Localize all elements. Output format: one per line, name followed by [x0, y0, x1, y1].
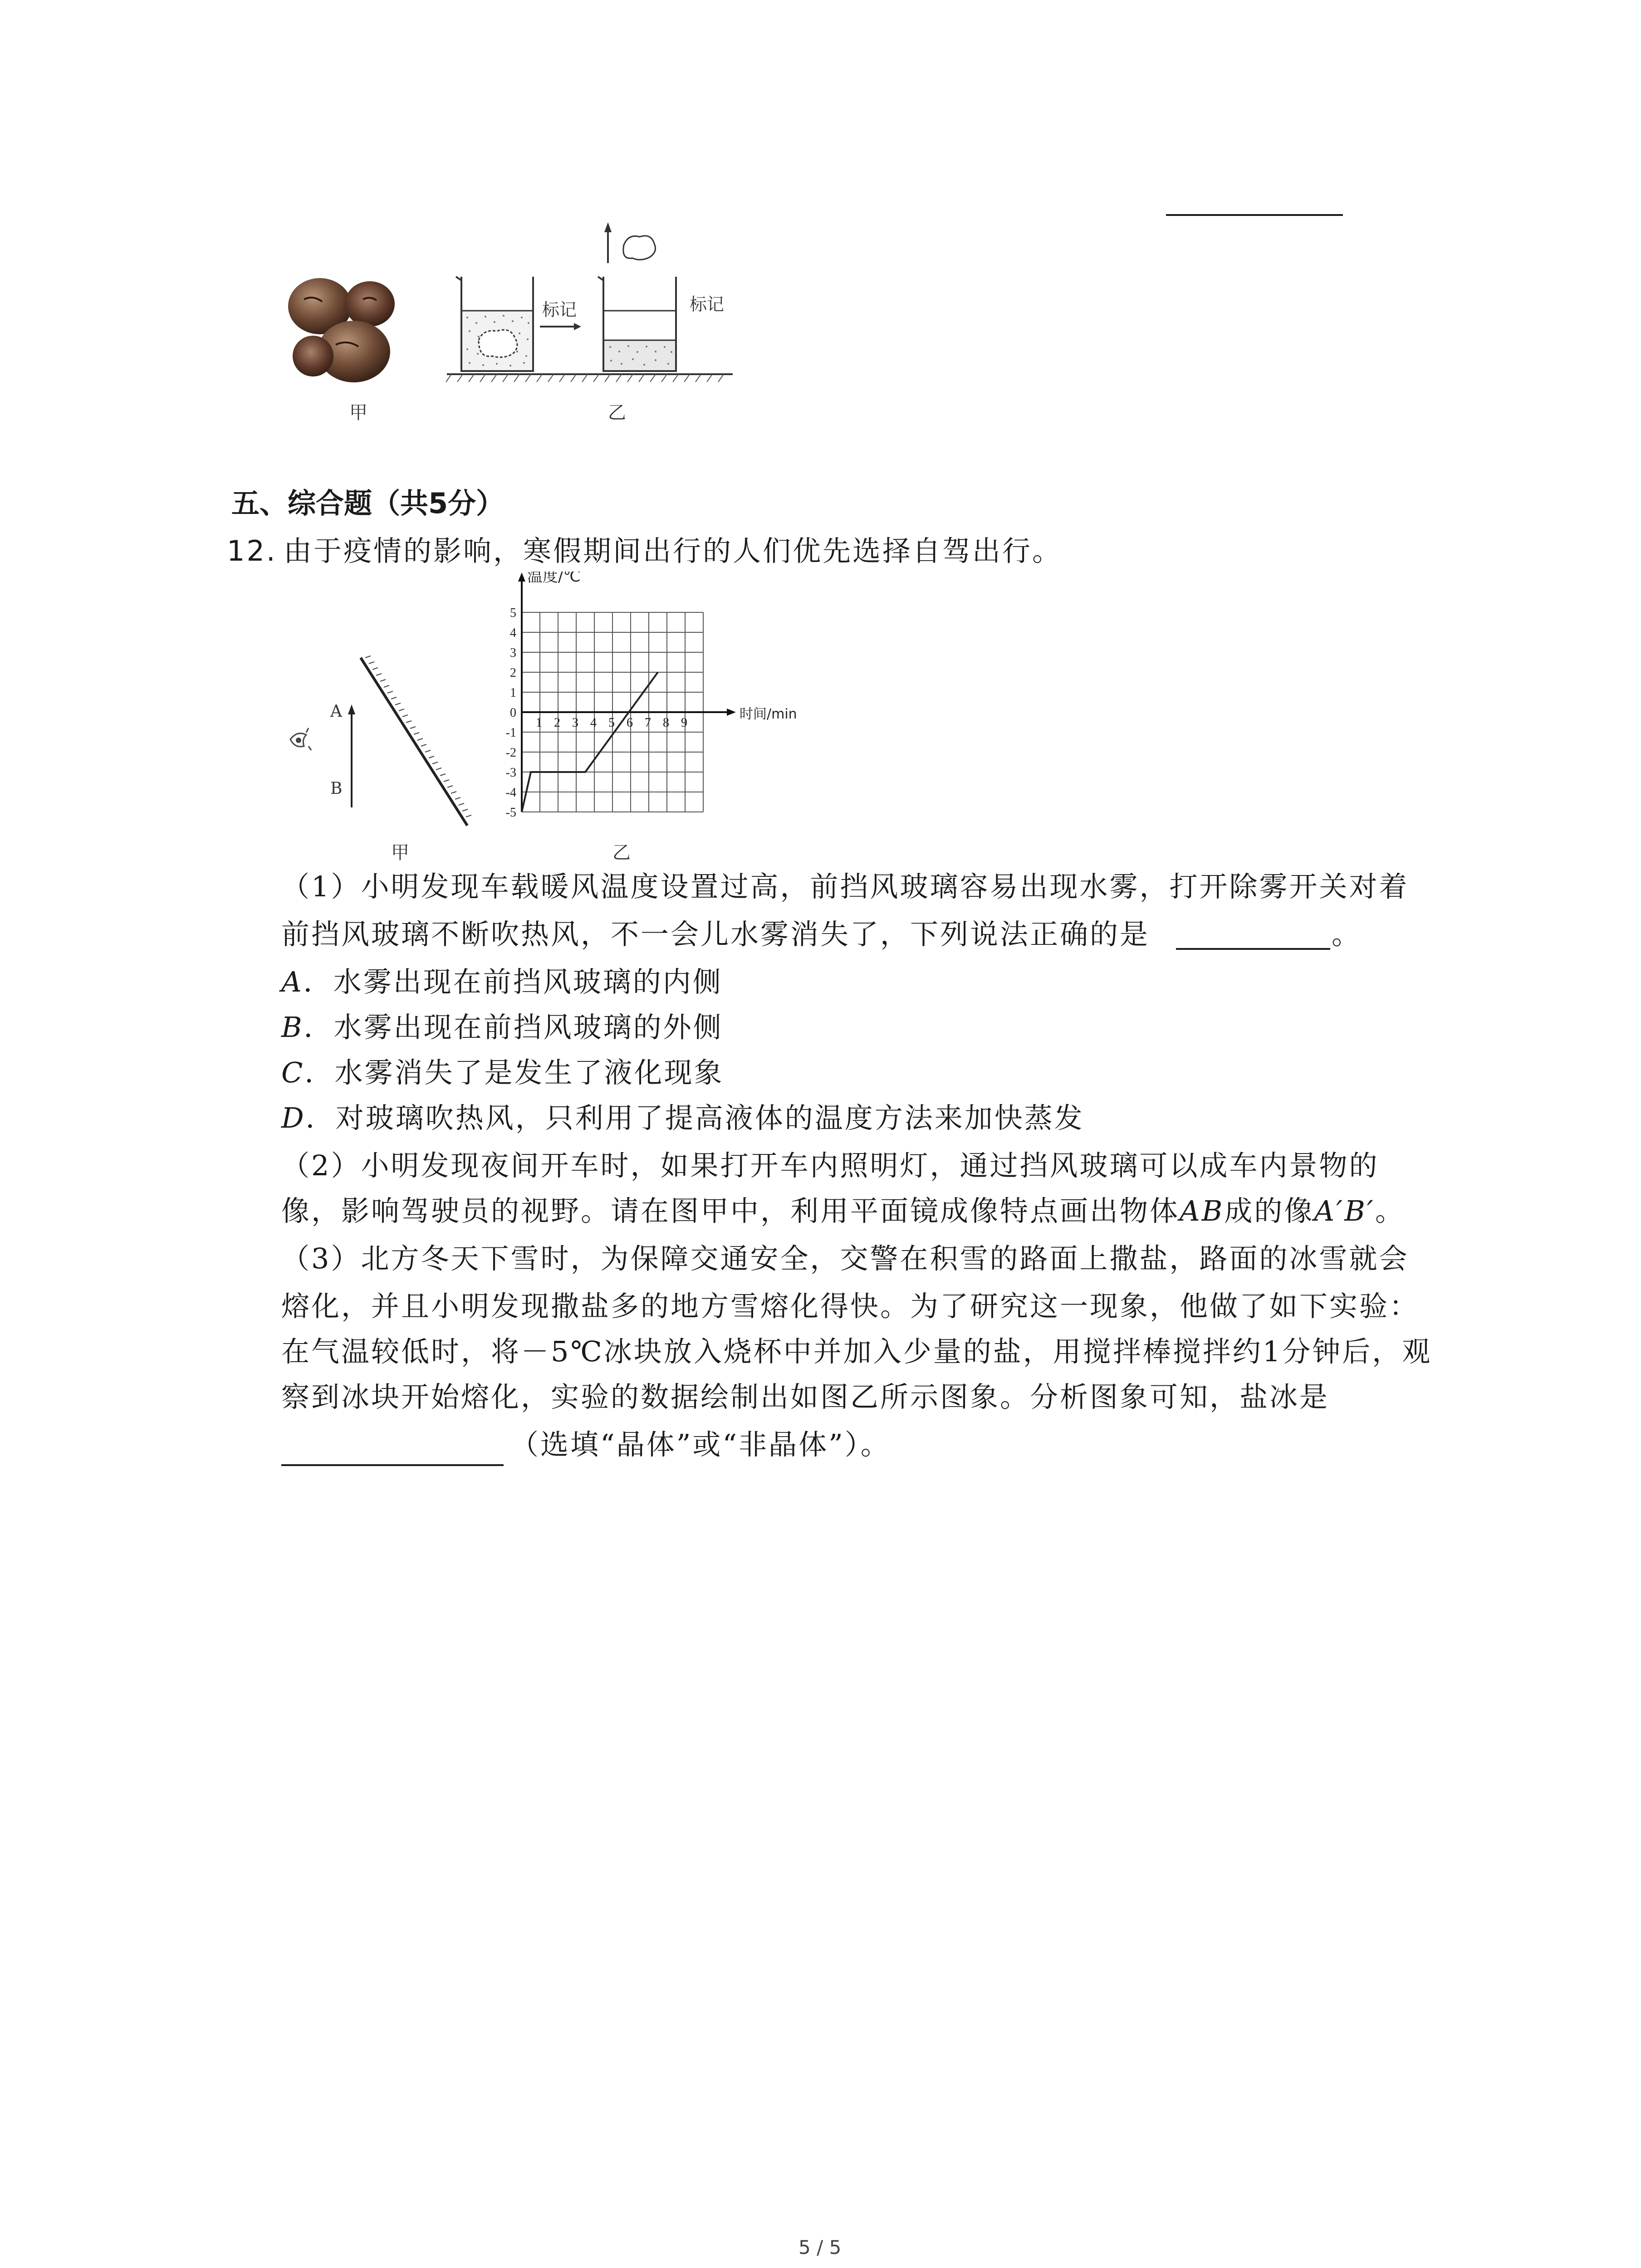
part1-line1: （1）小明发现车载暖风温度设置过高，前挡风玻璃容易出现水雾，打开除雾开关对着	[281, 870, 1409, 903]
page-number: 5 / 5	[798, 2236, 842, 2258]
option-a-text: ．水雾出现在前挡风玻璃的内侧	[303, 965, 723, 998]
temperature-line	[522, 672, 658, 812]
part1-answer-blank[interactable]	[1176, 948, 1330, 950]
y-tick-label: 4	[510, 626, 516, 640]
y-tick-label: 2	[510, 666, 516, 680]
option-d	[281, 1100, 1084, 1136]
y-tick-label: -4	[505, 786, 516, 800]
taro-photo	[286, 272, 399, 386]
mark-label-left: 标记	[542, 300, 577, 320]
y-axis-label: 温度/℃	[527, 572, 581, 586]
part3-line3: 在气温较低时，将－5℃冰块放入烧杯中并加入少量的盐，用搅拌棒搅拌约1分钟后，观	[281, 1335, 1432, 1368]
mirror-label-a: A	[330, 702, 342, 721]
option-b-text: ．水雾出现在前挡风玻璃的外侧	[304, 1011, 723, 1044]
x-tick-label: 1	[536, 716, 542, 730]
option-d-text: ．对玻璃吹热风，只利用了提高液体的温度方法来加快蒸发	[305, 1101, 1084, 1134]
question-stem: 由于疫情的影响，寒假期间出行的人们优先选择自驾出行。	[284, 534, 1063, 567]
part3-answer-blank[interactable]	[281, 1464, 504, 1466]
y-axis-arrow	[518, 572, 525, 582]
x-tick-label: 4	[590, 716, 597, 730]
x-axis-label: 时间/min	[740, 706, 797, 722]
x-tick-label: 5	[608, 716, 615, 730]
part3-line1: （3）北方冬天下雪时，为保障交通安全，交警在积雪的路面上撒盐，路面的冰雪就会	[281, 1242, 1409, 1275]
option-b-letter: B	[281, 1011, 304, 1044]
option-c-text: ．水雾消失了是发生了液化现象	[304, 1056, 724, 1089]
section-heading: 五、综合题（共5分）	[231, 487, 505, 520]
mirror-label-b: B	[330, 779, 343, 798]
mirror-figure	[281, 644, 481, 835]
part1-line2-end: 。	[1332, 918, 1362, 951]
x-tick-label: 2	[554, 716, 560, 730]
part2-line1: （2）小明发现夜间开车时，如果打开车内照明灯，通过挡风玻璃可以成车内景物的	[281, 1149, 1379, 1182]
part2-line2	[281, 1193, 1405, 1229]
top-figure-caption-right: 乙	[608, 402, 626, 423]
option-b	[281, 1009, 723, 1046]
x-tick-label: 8	[663, 716, 669, 730]
mirror-figure-caption: 甲	[391, 842, 409, 863]
x-axis-arrow	[727, 709, 736, 716]
x-tick-label: 9	[681, 716, 687, 730]
temperature-chart	[490, 572, 808, 844]
x-tick-label: 3	[572, 716, 578, 730]
answer-blank-top[interactable]	[1166, 214, 1343, 216]
part3-line2: 熔化，并且小明发现撒盐多的地方雪熔化得快。为了研究这一现象，他做了如下实验：	[281, 1290, 1420, 1323]
y-tick-label: -3	[505, 766, 516, 780]
option-c	[281, 1055, 724, 1091]
y-tick-label: 1	[510, 686, 516, 700]
part2-object-ab: AB	[1180, 1194, 1225, 1227]
part2-line2-b: 成的像	[1224, 1194, 1314, 1227]
option-c-letter: C	[281, 1056, 305, 1089]
top-figure-caption-left: 甲	[349, 402, 367, 423]
y-tick-label: 0	[510, 706, 516, 720]
part2-line2-a: 像，影响驾驶员的视野。请在图甲中，利用平面镜成像特点画出物体	[281, 1194, 1180, 1227]
x-tick-label: 7	[645, 716, 651, 730]
part1-line2: 前挡风玻璃不断吹热风，不一会儿水雾消失了，下列说法正确的是	[281, 918, 1150, 951]
y-tick-label: 3	[510, 646, 516, 660]
y-tick-label: -2	[505, 746, 516, 760]
option-a	[281, 964, 723, 1000]
chart-caption: 乙	[612, 842, 631, 863]
question-number: 12.	[227, 534, 277, 567]
part3-line4: 察到冰块开始熔化，实验的数据绘制出如图乙所示图象。分析图象可知，盐冰是	[281, 1380, 1330, 1413]
y-tick-label: -1	[505, 726, 516, 740]
part2-image-ab: A′B′	[1314, 1194, 1375, 1227]
option-a-letter: A	[281, 965, 304, 998]
option-d-letter: D	[281, 1101, 306, 1134]
part3-line5: （选填“晶体”或“非晶体”）。	[510, 1428, 891, 1461]
x-tick-label: 6	[627, 716, 633, 730]
mark-label-right: 标记	[690, 294, 725, 314]
part2-line2-c: 。	[1375, 1194, 1405, 1227]
y-tick-label: -5	[505, 806, 516, 820]
y-tick-label: 5	[510, 606, 516, 620]
